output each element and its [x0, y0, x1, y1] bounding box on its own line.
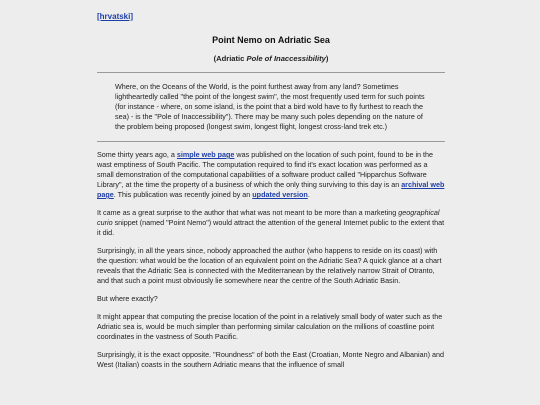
paragraph-3: Surprisingly, in all the years since, nobody approached the author (who happens to reside on its coast) with the question: what would be the location of an equivalent point on the Adriatic Sea? A quick glance at a chart reveals that the Adriatic Sea is connected with the Mediterranean by the relatively narrow Strait of Otranto, and that such a point must obviously lie somewhere near the centre of the South Adriatic Basin.	[97, 246, 442, 285]
simple-web-page-link[interactable]: simple web page	[176, 150, 235, 159]
p1-text-4: .	[307, 190, 310, 199]
p1-text-2: was published on the location of such point, found to be in the wast emptiness of South Pacific. The computation required to find it's exact location was performed as a small demonstration of the computational capabilities of a software product called "Hipparchus Software Library", at the time the property of a business of which the only thing surviving to this day is an	[97, 150, 434, 189]
divider-bottom	[97, 141, 445, 142]
paragraph-1	[97, 150, 445, 200]
subtitle-italic: Pole of Inaccessibility	[246, 54, 326, 63]
subtitle-prefix: (Adriatic	[213, 54, 247, 63]
page-title: Point Nemo on Adriatic Sea	[212, 35, 330, 45]
article	[97, 12, 445, 370]
archival-web-page-link[interactable]: archival web page	[97, 180, 445, 199]
abstract: Where, on the Oceans of the World, is the point furthest away from any land? Sometimes lightheartedly called "the point of the longest swim", the most frequently used term for such points (for instance - where, on some island, is the point that a bird wold have to fly furthest to reach the sea) - is the "Pole of Inaccessibility"). There may be many such poles depending on the nature of the problem being proposed (longest swim, longest flight, longest cross-land trek etc.)	[115, 82, 425, 131]
paragraph-4: But where exactly?	[97, 294, 158, 303]
p1-text-3: . This publication was recently joined by an	[113, 190, 253, 199]
paragraph-6: Surprisingly, it is the exact opposite. "Roundness" of both the East (Croatian, Monte Negro and Albanian) and West (Italian) coasts in the southern Adriatic means that the influence of small	[97, 350, 444, 369]
language-link-croatian[interactable]: [hrvatski]	[97, 12, 134, 21]
paragraph-5: It might appear that computing the precise location of the point in a relatively small body of water such as the Adriatic sea is, would be much simpler than performing similar calculation on the millions of coastline point coordinates in the vastness of South Pacific.	[97, 312, 443, 341]
updated-version-link[interactable]: updated version	[252, 190, 308, 199]
paragraph-2	[97, 208, 445, 238]
p2-text-2: snippet (named "Point Nemo") would attract the attention of the general Internet public to the extent that it did.	[97, 218, 445, 237]
p1-text-1: Some thirty years ago, a	[97, 150, 177, 159]
page-subtitle	[97, 54, 445, 64]
divider-top	[97, 72, 445, 73]
p2-text-1: It came as a great surprise to the author that what was not meant to be more than a marketing	[97, 208, 399, 217]
subtitle-suffix: )	[325, 54, 329, 63]
p2-italic: geographical curio	[97, 208, 440, 227]
